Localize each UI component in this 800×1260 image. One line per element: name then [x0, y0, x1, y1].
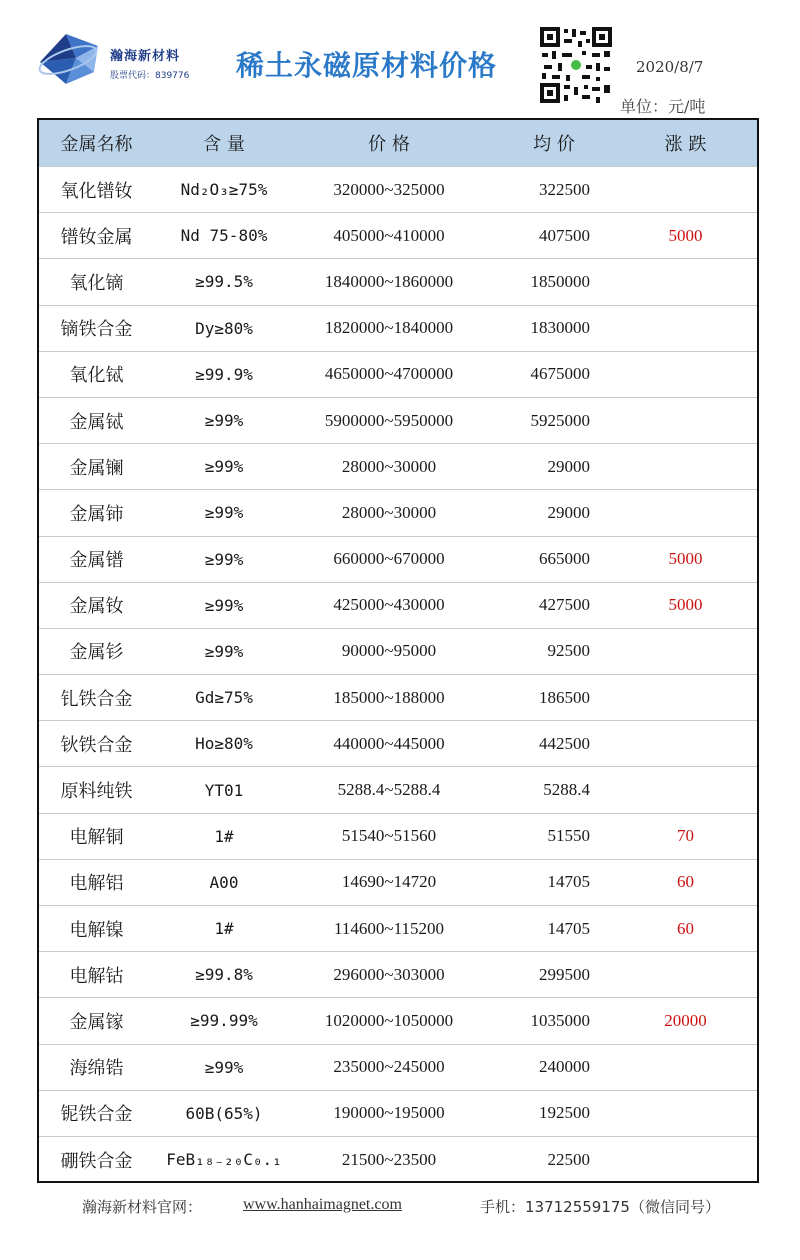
cell-avg: 665000	[539, 549, 590, 569]
cell-price: 405000~410000	[333, 225, 445, 245]
cell-avg: 240000	[539, 1057, 590, 1077]
cell-price: 190000~195000	[333, 1103, 445, 1123]
column-header-avg: 均 价	[533, 134, 575, 155]
unit-label: 单位：元/吨	[620, 97, 706, 116]
company-logo	[36, 28, 106, 88]
cell-name: 金属铽	[69, 411, 124, 433]
column-header-change: 涨 跌	[664, 134, 707, 155]
cell-avg: 299500	[539, 964, 590, 984]
cell-content: ≥99.9%	[195, 364, 253, 384]
cell-avg: 1850000	[530, 271, 590, 291]
cell-name: 镨钕金属	[60, 226, 133, 248]
cell-change: 5000	[668, 225, 703, 245]
table-row	[39, 351, 757, 397]
cell-change: 60	[677, 918, 694, 938]
footer-site-label: 瀚海新材料官网：	[82, 1198, 203, 1216]
table-row	[39, 212, 757, 258]
cell-content: ≥99%	[204, 503, 244, 523]
cell-content: Dy≥80%	[195, 318, 253, 338]
column-header-name: 金属名称	[60, 134, 133, 155]
table-row	[39, 951, 757, 997]
cell-price: 28000~30000	[341, 502, 437, 522]
cell-content: 60B(65%)	[185, 1103, 263, 1123]
cell-price: 5288.4~5288.4	[337, 780, 441, 800]
cell-avg: 4675000	[530, 364, 590, 384]
cell-name: 电解镍	[69, 919, 124, 941]
cell-name: 钬铁合金	[60, 734, 133, 756]
cell-name: 镝铁合金	[60, 319, 133, 341]
date-label: 2020/8/7	[636, 58, 704, 76]
page-footer	[0, 1196, 800, 1226]
table-row	[39, 813, 757, 859]
cell-content: A00	[209, 872, 239, 892]
cell-change: 20000	[664, 1010, 707, 1030]
cell-name: 金属镧	[69, 457, 124, 479]
cell-price: 5900000~5950000	[324, 410, 454, 430]
cell-content: 1#	[214, 826, 234, 846]
cell-avg: 407500	[539, 225, 590, 245]
table-row	[39, 674, 757, 720]
cell-avg: 29000	[547, 502, 590, 522]
cell-avg: 5288.4	[543, 780, 590, 800]
footer-website-link[interactable]: www.hanhaimagnet.com	[243, 1196, 402, 1213]
cell-avg: 29000	[547, 456, 590, 476]
cell-avg: 14705	[547, 918, 590, 938]
cell-content: ≥99%	[204, 457, 244, 477]
cell-content: ≥99.8%	[195, 965, 253, 985]
cell-name: 金属钐	[69, 642, 124, 664]
column-header-content: 含 量	[203, 134, 245, 155]
cell-name: 金属铈	[69, 503, 124, 525]
cell-content: ≥99.99%	[190, 1011, 258, 1031]
cell-content: Nd₂O₃≥75%	[180, 180, 268, 200]
cell-name: 铌铁合金	[60, 1104, 133, 1126]
table-body	[39, 166, 757, 1182]
cell-price: 4650000~4700000	[324, 364, 454, 384]
cell-price: 90000~95000	[341, 641, 437, 661]
cell-price: 660000~670000	[333, 549, 445, 569]
cell-content: ≥99%	[204, 595, 244, 615]
cell-content: Gd≥75%	[195, 688, 253, 708]
cell-content: Nd 75-80%	[180, 226, 268, 246]
table-row	[39, 905, 757, 951]
cell-avg: 186500	[539, 687, 590, 707]
cell-price: 14690~14720	[341, 872, 437, 892]
cell-price: 235000~245000	[333, 1057, 445, 1077]
cell-avg: 442500	[539, 733, 590, 753]
cell-avg: 427500	[539, 595, 590, 615]
cell-price: 21500~23500	[341, 1149, 437, 1169]
table-row	[39, 720, 757, 766]
cell-name: 金属镓	[69, 1011, 124, 1033]
cell-name: 硼铁合金	[60, 1150, 133, 1172]
cell-name: 氧化铽	[69, 365, 124, 387]
table-row	[39, 1136, 757, 1182]
stock-code: 股票代码：839776	[110, 71, 190, 81]
table-row	[39, 766, 757, 812]
cell-price: 1840000~1860000	[324, 271, 454, 291]
cell-name: 电解铜	[69, 827, 124, 849]
cell-content: ≥99.5%	[195, 272, 253, 292]
price-table	[37, 118, 759, 1183]
cell-content: YT01	[204, 780, 244, 800]
cell-avg: 192500	[539, 1103, 590, 1123]
table-row	[39, 997, 757, 1043]
cell-price: 1020000~1050000	[324, 1010, 454, 1030]
cell-name: 电解钴	[69, 965, 124, 987]
cell-content: ≥99%	[204, 549, 244, 569]
cell-content: ≥99%	[204, 411, 244, 431]
cell-content: Ho≥80%	[195, 734, 253, 754]
table-row	[39, 1044, 757, 1090]
table-row	[39, 859, 757, 905]
cell-price: 28000~30000	[341, 456, 437, 476]
cell-avg: 322500	[539, 179, 590, 199]
cell-content: FeB₁₈₋₂₀C₀.₁	[166, 1150, 282, 1170]
cell-content: 1#	[214, 919, 234, 939]
cell-name: 原料纯铁	[60, 781, 133, 803]
cell-content: ≥99%	[204, 1057, 244, 1077]
cell-price: 51540~51560	[341, 826, 437, 846]
table-row	[39, 1090, 757, 1136]
cell-content: ≥99%	[204, 641, 244, 661]
cell-name: 氧化镨钕	[60, 180, 133, 202]
cell-name: 金属钕	[69, 596, 124, 618]
table-row	[39, 489, 757, 535]
table-row	[39, 166, 757, 212]
table-row	[39, 582, 757, 628]
brand-name: 瀚海新材料	[110, 49, 181, 64]
cell-avg: 22500	[547, 1149, 590, 1169]
cell-avg: 1035000	[530, 1010, 590, 1030]
page-header	[0, 0, 800, 118]
cell-name: 金属镨	[69, 550, 124, 572]
cell-avg: 1830000	[530, 318, 590, 338]
table-row	[39, 397, 757, 443]
cell-price: 425000~430000	[333, 595, 445, 615]
page-title: 稀土永磁原材料价格	[236, 49, 498, 82]
table-row	[39, 258, 757, 304]
cell-price: 320000~325000	[333, 179, 445, 199]
table-row	[39, 443, 757, 489]
cell-change: 70	[677, 826, 694, 846]
cell-avg: 14705	[547, 872, 590, 892]
cell-name: 海绵锆	[69, 1058, 124, 1080]
cell-name: 氧化镝	[69, 272, 124, 294]
cell-avg: 5925000	[530, 410, 590, 430]
table-header	[39, 120, 757, 166]
cell-name: 钆铁合金	[60, 688, 133, 710]
column-header-price: 价 格	[368, 134, 410, 155]
cell-avg: 51550	[547, 826, 590, 846]
cell-change: 5000	[668, 549, 703, 569]
cell-avg: 92500	[547, 641, 590, 661]
table-row	[39, 628, 757, 674]
cell-change: 60	[677, 872, 694, 892]
cell-name: 电解铝	[69, 873, 124, 895]
cell-change: 5000	[668, 595, 703, 615]
cell-price: 1820000~1840000	[324, 318, 454, 338]
cell-price: 440000~445000	[333, 733, 445, 753]
cell-price: 114600~115200	[334, 918, 444, 938]
table-row	[39, 305, 757, 351]
qr-code[interactable]	[538, 25, 614, 105]
table-row	[39, 536, 757, 582]
footer-phone: 手机：13712559175（微信同号）	[480, 1198, 720, 1216]
cell-price: 296000~303000	[333, 964, 445, 984]
cell-price: 185000~188000	[333, 687, 445, 707]
